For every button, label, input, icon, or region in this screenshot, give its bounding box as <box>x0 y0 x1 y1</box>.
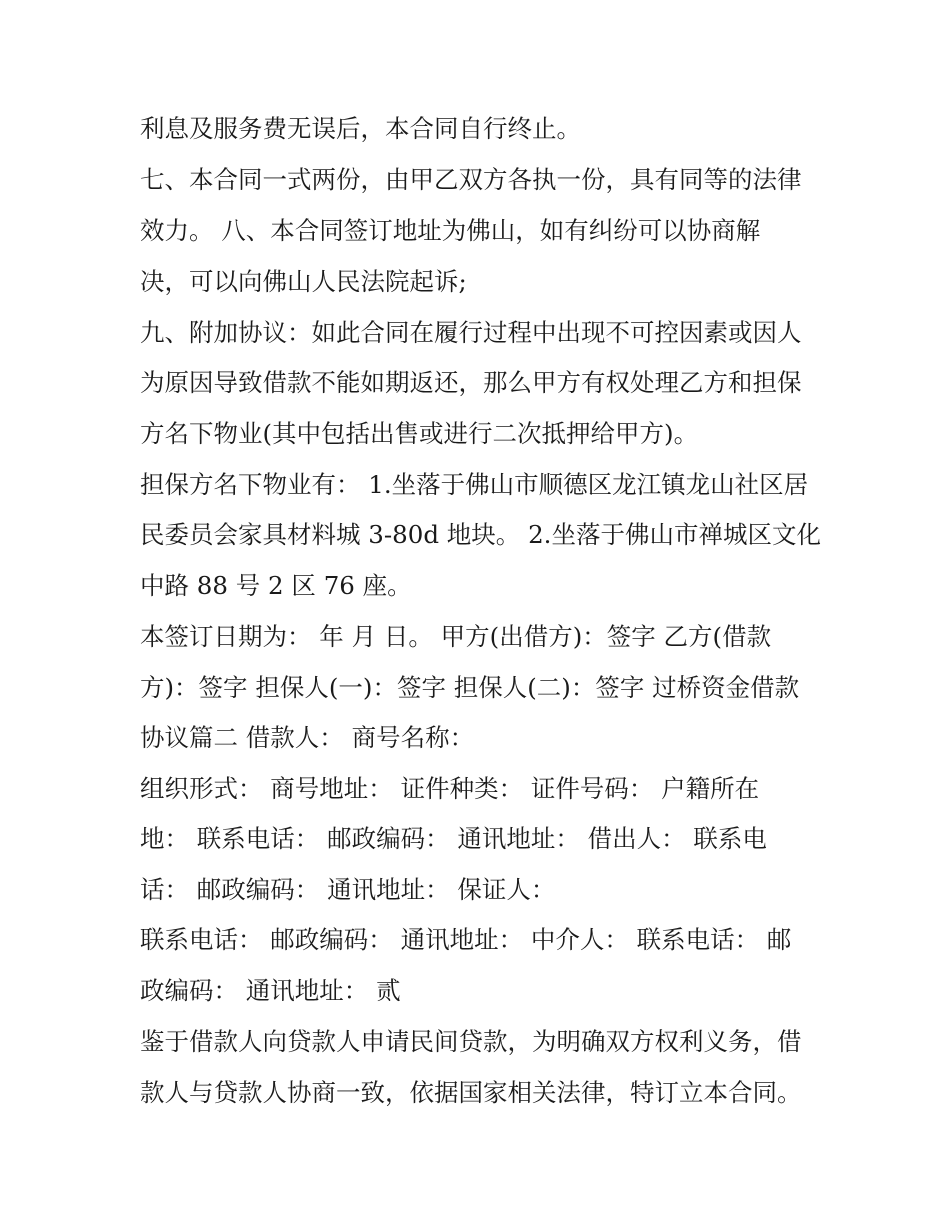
paragraph-line: 款人与贷款人协商一致，依据国家相关法律，特订立本合同。 <box>140 1078 802 1107</box>
paragraph-line: 决，可以向佛山人民法院起诉; <box>140 267 467 296</box>
paragraph-line: 利息及服务费无误后，本合同自行终止。 <box>140 114 581 143</box>
paragraph-line: 九、附加协议：如此合同在履行过程中出现不可控因素或因人 <box>140 318 802 347</box>
paragraph-line: 中路 88 号 2 区 76 座。 <box>140 571 412 600</box>
paragraph-line: 民委员会家具材料城 3-80d 地块。 2.坐落于佛山市禅城区文化 <box>140 520 821 549</box>
paragraph-line: 担保方名下物业有： 1.坐落于佛山市顺德区龙江镇龙山社区居 <box>140 470 809 499</box>
paragraph-line: 话： 邮政编码： 通讯地址： 保证人： <box>140 875 556 904</box>
paragraph-line: 联系电话： 邮政编码： 通讯地址： 中介人： 联系电话： 邮 <box>140 925 792 954</box>
paragraph-line: 七、本合同一式两份，由甲乙双方各执一份，具有同等的法律 <box>140 165 802 194</box>
paragraph-line: 效力。 八、本合同签订地址为佛山，如有纠纷可以协商解 <box>140 216 761 245</box>
paragraph-line: 为原因导致借款不能如期返还，那么甲方有权处理乙方和担保 <box>140 368 802 397</box>
paragraph-line: 鉴于借款人向贷款人申请民间贷款，为明确双方权利义务，借 <box>140 1027 802 1056</box>
paragraph-line: 政编码： 通讯地址： 贰 <box>140 976 401 1005</box>
paragraph-line: 方)：签字 担保人(一)：签字 担保人(二)：签字 过桥资金借款 <box>140 673 800 702</box>
paragraph-line: 协议篇二 借款人： 商号名称： <box>140 723 475 752</box>
paragraph-line: 方名下物业(其中包括出售或进行二次抵押给甲方)。 <box>140 419 699 448</box>
paragraph-line: 地： 联系电话： 邮政编码： 通讯地址： 借出人： 联系电 <box>140 824 767 853</box>
paragraph-line: 本签订日期为： 年 月 日。 甲方(出借方)：签字 乙方(借款 <box>140 622 772 651</box>
paragraph-line: 组织形式： 商号地址： 证件种类： 证件号码： 户籍所在 <box>140 774 760 803</box>
